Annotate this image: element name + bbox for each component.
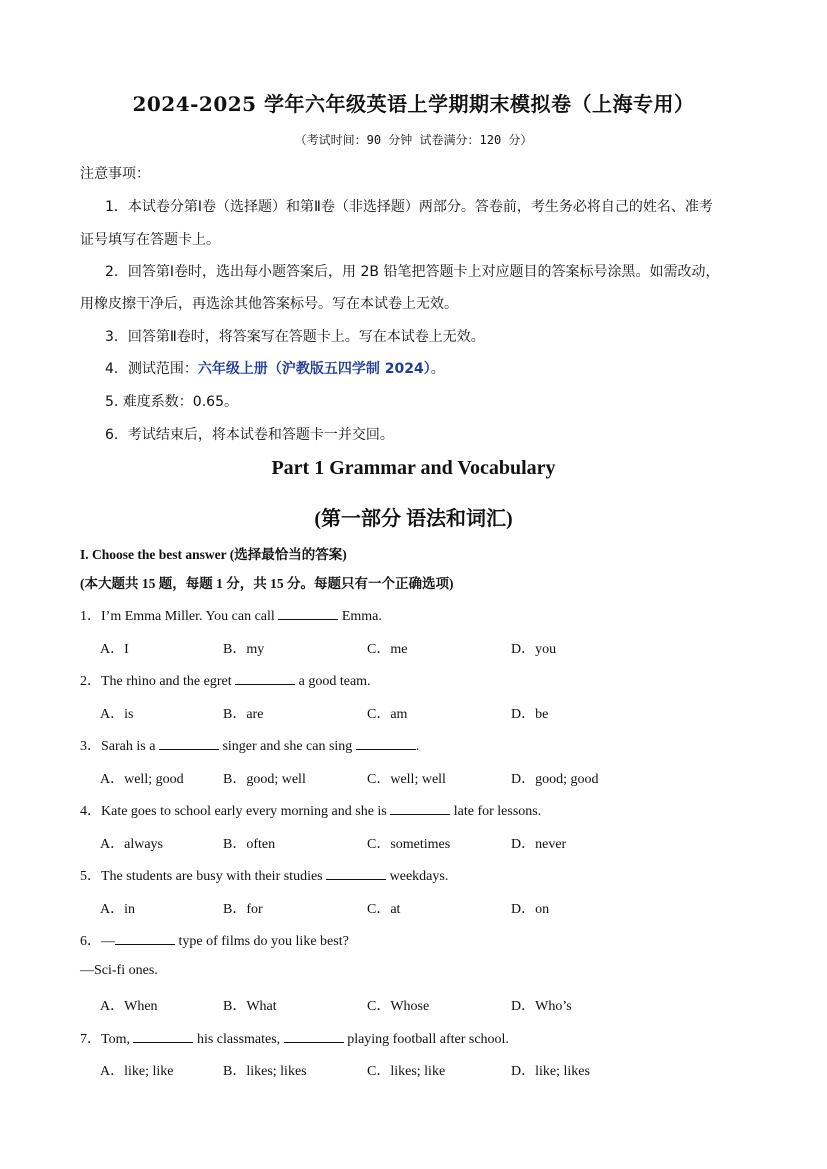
option-d: D．be (511, 707, 549, 722)
option-c: C．me (367, 642, 408, 657)
dialogue-answer: —Sci-fi ones. (80, 963, 158, 978)
question-text: singer and she can sing (218, 739, 356, 754)
question-text: 4．Kate goes to school early every morning and she is (80, 804, 391, 819)
question-2 (80, 670, 371, 690)
option-d: D．never (511, 837, 567, 852)
option-b: B．often (223, 837, 276, 852)
question-text: 7．Tom, (80, 1032, 134, 1047)
notice-item-4 (105, 358, 445, 378)
answer-blank (356, 737, 416, 750)
section-instructions: (本大题共 15 题，每题 1 分，共 15 分。每题只有一个正确选项) (80, 576, 454, 591)
option-c: C．Whose (367, 999, 430, 1014)
answer-blank (159, 737, 219, 750)
exam-info: （考试时间：90 分钟 试卷满分：120 分） (294, 133, 533, 147)
notice-item-6: 6．考试结束后，将本试卷和答题卡一并交回。 (105, 427, 394, 443)
notice-item-3: 3．回答第Ⅱ卷时，将答案写在答题卡上。写在本试卷上无效。 (105, 329, 485, 345)
question-6 (80, 930, 349, 950)
option-a: A．well; good (100, 772, 184, 787)
question-text: . (415, 739, 420, 754)
option-c: C．at (367, 902, 401, 917)
option-d: D．you (511, 642, 557, 657)
question-text: Emma. (338, 609, 382, 624)
question-text: 1．I’m Emma Miller. You can call (80, 609, 279, 624)
option-b: B．are (223, 707, 264, 722)
option-d: D．good; good (511, 772, 599, 787)
part-title-cn: (第一部分 语法和词汇) (314, 508, 513, 530)
question-text: type of films do you like best? (175, 934, 349, 949)
notice-item-1: 1．本试卷分第Ⅰ卷（选择题）和第Ⅱ卷（非选择题）两部分。答卷前，考生务必将自己的姓名、准考 (105, 199, 713, 215)
option-b: B．likes; likes (223, 1064, 307, 1079)
option-d: D．Who’s (511, 999, 572, 1014)
notice-heading: 注意事项： (80, 166, 150, 182)
notice-item-2: 2．回答第Ⅰ卷时，选出每小题答案后，用 2B 铅笔把答题卡上对应题目的答案标号涂黑。如需改动， (105, 264, 720, 280)
test-scope: 六年级上册（沪教版五四学制 2024） (197, 361, 431, 377)
answer-blank (133, 1030, 193, 1043)
answer-blank (326, 867, 386, 880)
notice-item-4-prefix: 4．测试范围： (105, 361, 198, 377)
question-text: 2．The rhino and the egret (80, 674, 236, 689)
answer-blank (115, 932, 175, 945)
question-3 (80, 735, 419, 755)
question-text: a good team. (295, 674, 371, 689)
option-c: C．am (367, 707, 408, 722)
option-b: B．my (223, 642, 265, 657)
question-text: playing football after school. (343, 1032, 509, 1047)
question-text: 6．— (80, 934, 115, 949)
option-a: A．is (100, 707, 134, 722)
option-b: B．good; well (223, 772, 306, 787)
answer-blank (278, 607, 338, 620)
question-text: his classmates, (193, 1032, 284, 1047)
question-4 (80, 800, 541, 820)
option-a: A．like; like (100, 1064, 174, 1079)
question-1 (80, 605, 382, 625)
answer-blank (235, 672, 295, 685)
option-b: B．for (223, 902, 263, 917)
section-title: I. Choose the best answer (选择最恰当的答案) (80, 547, 347, 562)
option-d: D．on (511, 902, 550, 917)
question-7 (80, 1028, 509, 1048)
option-a: A．I (100, 642, 129, 657)
option-c: C．likes; like (367, 1064, 446, 1079)
question-text: 3．Sarah is a (80, 739, 159, 754)
option-a: A．When (100, 999, 158, 1014)
question-text: weekdays. (386, 869, 449, 884)
option-d: D．like; likes (511, 1064, 590, 1079)
option-a: A．always (100, 837, 163, 852)
notice-item-2-cont: 用橡皮擦干净后，再选涂其他答案标号。写在本试卷上无效。 (80, 296, 458, 312)
option-c: C．sometimes (367, 837, 451, 852)
notice-item-1-cont: 证号填写在答题卡上。 (80, 232, 220, 248)
question-text: 5．The students are busy with their studies (80, 869, 327, 884)
notice-item-4-suffix: 。 (430, 361, 445, 377)
option-c: C．well; well (367, 772, 446, 787)
question-text: late for lessons. (450, 804, 542, 819)
answer-blank (284, 1030, 344, 1043)
notice-item-5: 5. 难度系数：0.65。 (105, 394, 238, 410)
question-5 (80, 865, 448, 885)
option-a: A．in (100, 902, 135, 917)
part-title: Part 1 Grammar and Vocabulary (271, 457, 556, 479)
option-b: B．What (223, 999, 277, 1014)
page-title: 2024-2025 学年六年级英语上学期期末模拟卷（上海专用） (132, 92, 695, 116)
answer-blank (390, 802, 450, 815)
